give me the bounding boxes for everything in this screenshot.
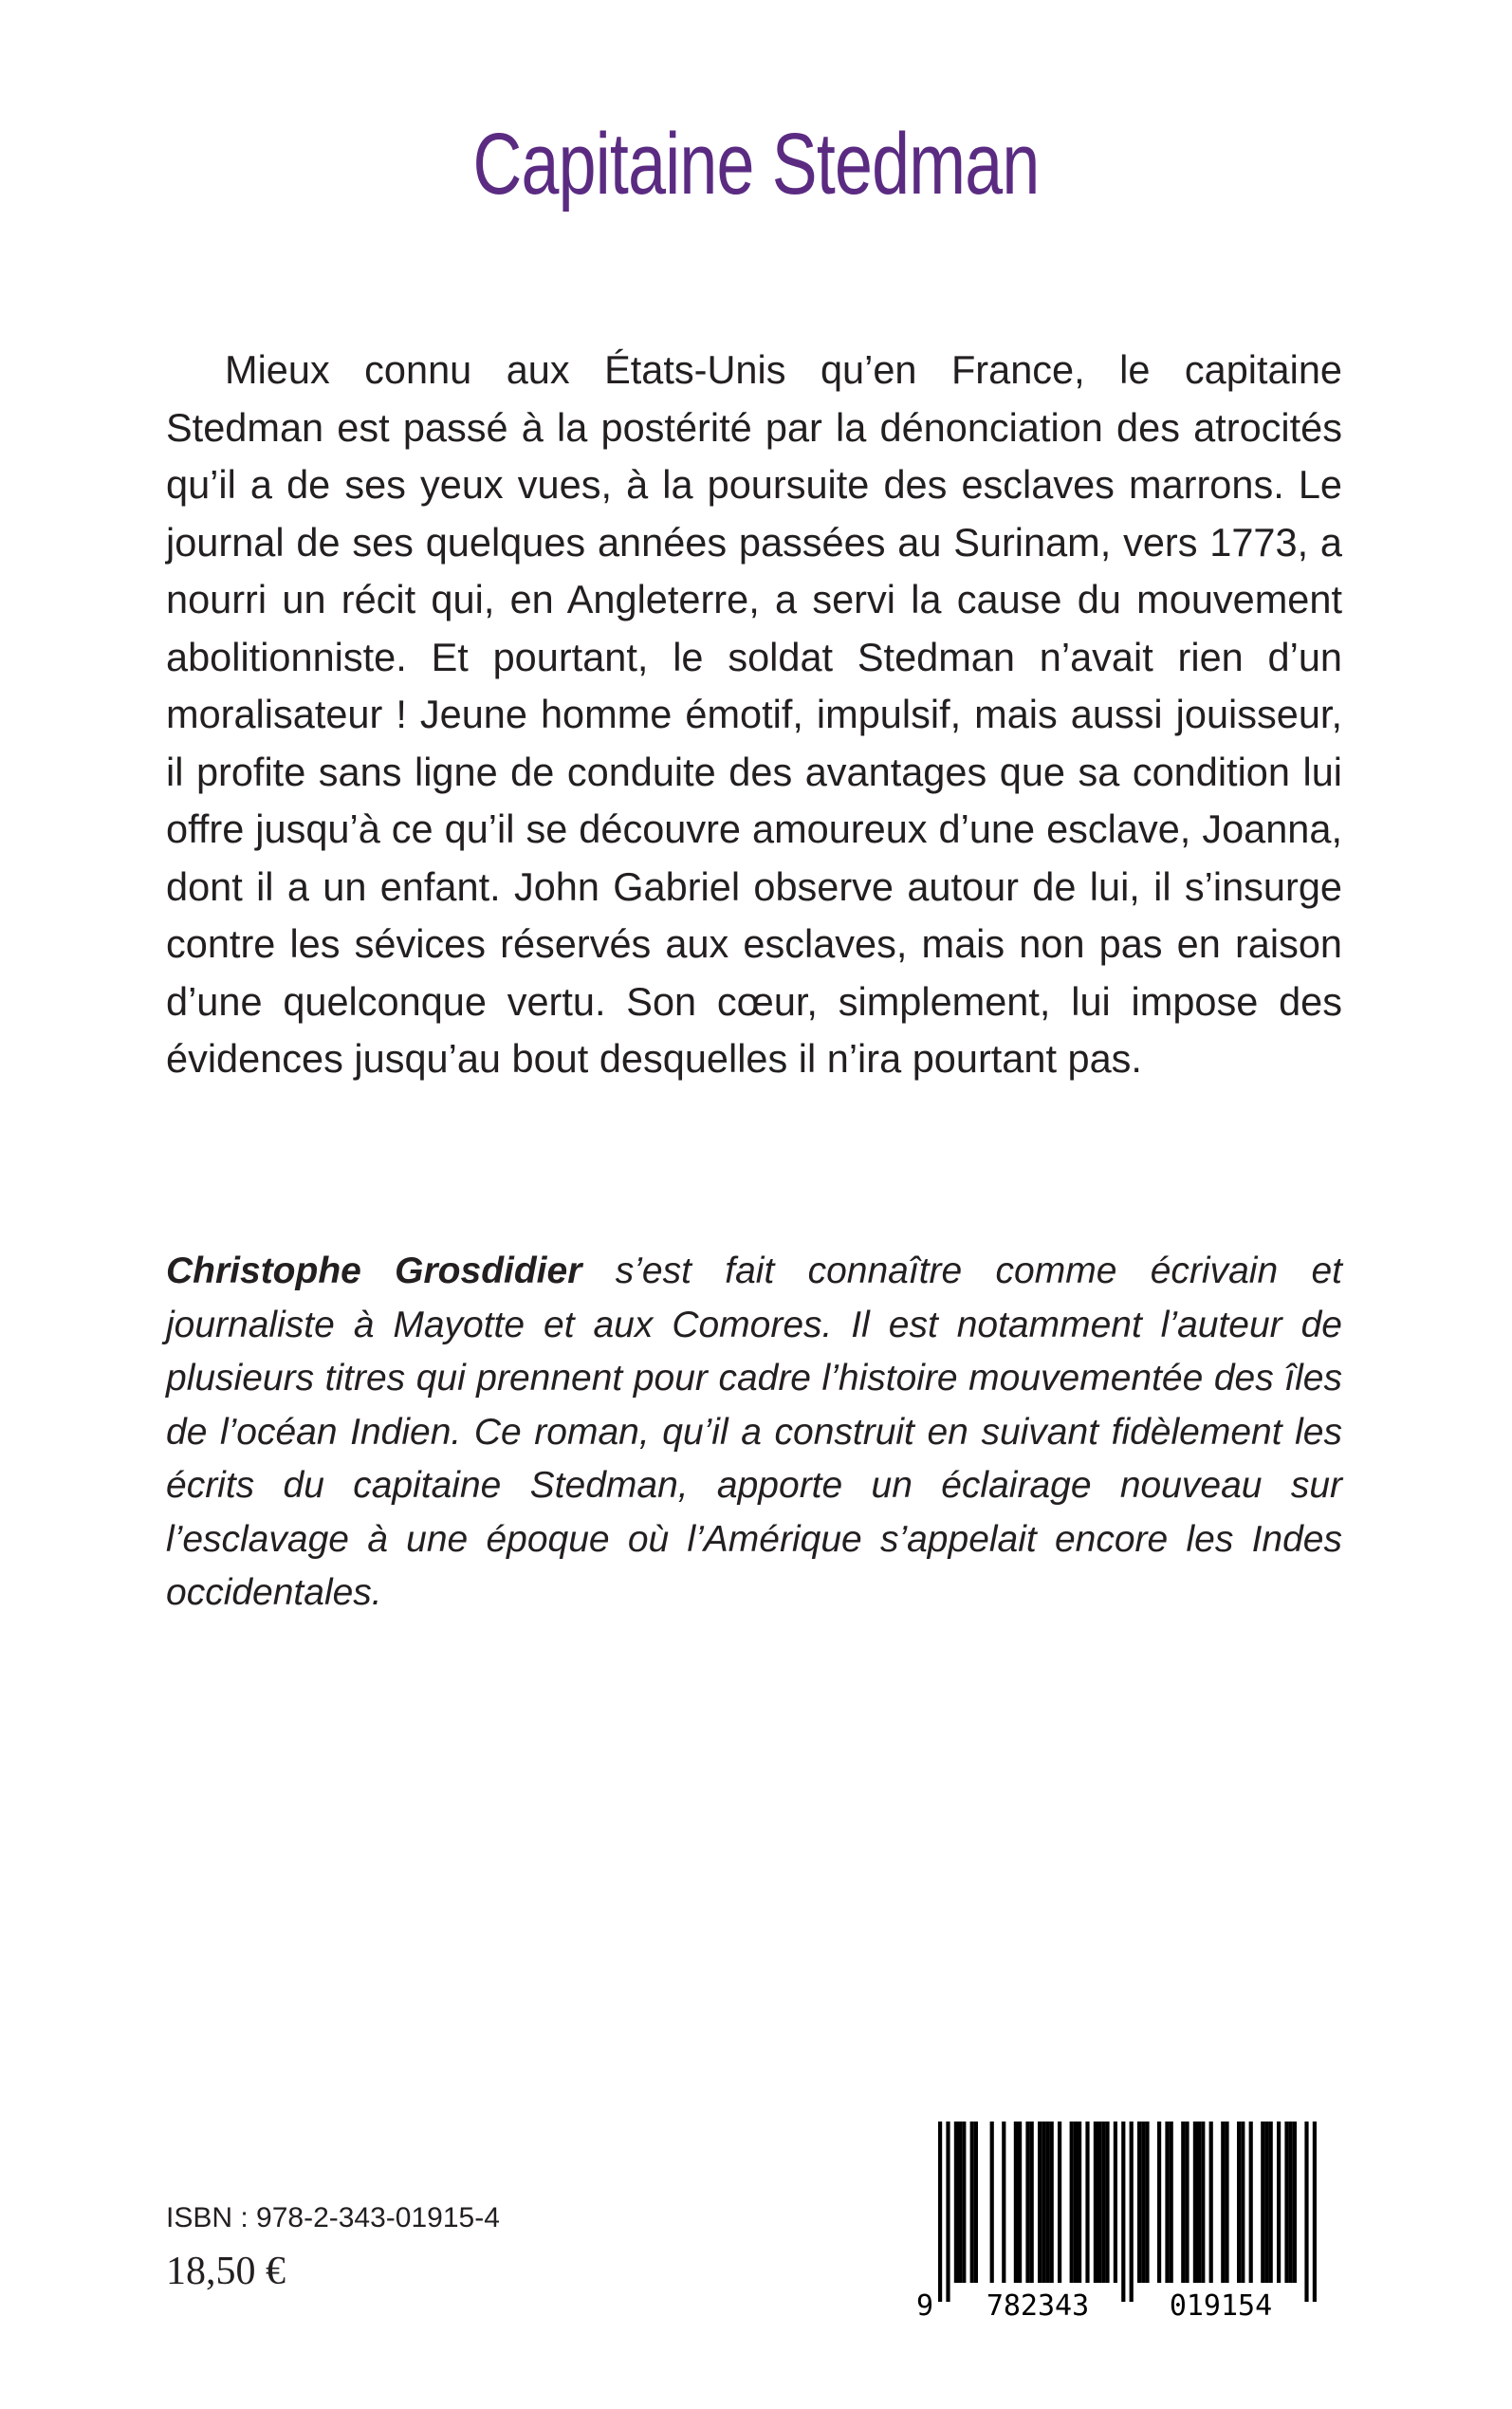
barcode-bar — [1050, 2122, 1054, 2283]
barcode-bar — [1145, 2122, 1149, 2283]
barcode-bar — [938, 2122, 942, 2302]
author-name: Christophe Grosdidier — [166, 1251, 582, 1291]
barcode-bar — [1074, 2122, 1078, 2283]
barcode-bar — [1197, 2122, 1201, 2283]
barcode-bar — [1293, 2122, 1297, 2283]
barcode-bar — [1277, 2122, 1281, 2283]
barcode-bar — [1284, 2122, 1288, 2283]
barcode-bar — [1201, 2122, 1205, 2283]
barcode-bar — [1209, 2122, 1213, 2283]
barcode-bar — [1130, 2122, 1134, 2302]
barcode-bar — [1237, 2122, 1241, 2283]
barcode-bar — [990, 2122, 994, 2283]
barcode-bar — [1269, 2122, 1273, 2283]
book-title: Capitaine Stedman — [472, 116, 1040, 213]
barcode-bar — [1137, 2122, 1141, 2283]
barcode-bar — [958, 2122, 962, 2283]
barcode-bar — [1070, 2122, 1074, 2283]
barcode-bar — [1078, 2122, 1081, 2283]
barcode-bar — [1097, 2122, 1101, 2283]
barcode-bar — [1105, 2122, 1109, 2283]
barcode-bar — [1221, 2122, 1225, 2283]
isbn-label: ISBN : 978-2-343-01915-4 — [166, 2202, 500, 2233]
barcode-bar — [1181, 2122, 1185, 2283]
author-bio-paragraph — [166, 1245, 1342, 1621]
barcode-bar — [946, 2122, 950, 2302]
barcode-bar — [1313, 2122, 1317, 2302]
barcode-bar — [1085, 2122, 1089, 2283]
barcode-bar — [1014, 2122, 1018, 2283]
barcode-bar — [1002, 2122, 1005, 2283]
barcode-bar — [1030, 2122, 1034, 2283]
barcode-bar — [974, 2122, 978, 2283]
barcode-bar — [1058, 2122, 1061, 2283]
barcode-bar — [1025, 2122, 1029, 2283]
barcode-bar — [1241, 2122, 1245, 2283]
barcode-bar — [1185, 2122, 1189, 2283]
barcode-bar — [1101, 2122, 1105, 2283]
synopsis-paragraph: Mieux connu aux États-Unis qu’en France, le capitaine Stedman est passé à la postérité par la dénonciation des atrocités qu’il a de ses yeux vues, à la poursuite des esclaves marrons. Le journal de ses quelques années passées au Surinam, vers 1773, a nourri un récit qui, en Angleterre, a servi la cause du mouvement abolitionniste. Et pourtant, le soldat Stedman n’avait rien d’un moralisateur ! Jeune homme émotif, impulsif, mais aussi jouisseur, il profite sans ligne de conduite des avantages que sa condition lui offre jusqu’à ce qu’il se découvre amoureux d’une esclave, Joanna, dont il a un enfant. John Gabriel observe autour de lui, il s’insurge contre les sévices réservés aux esclaves, mais non pas en raison d’une quelconque vertu. Son cœur, simplement, lui impose des évidences jusqu’au bout desquelles il n’ira pourtant pas. — [166, 347, 1342, 1081]
barcode-bar — [1114, 2122, 1117, 2283]
barcode-bar — [1289, 2122, 1293, 2283]
author-bio-text: s’est fait connaître comme écrivain et journaliste à Mayotte et aux Comores. Il est notamment l’auteur de plusieurs titres qui prennent pour cadre l’histoire mouvementée des îles de l’océan Indien. Ce roman, qu’il a construit en suivant fidèlement les écrits du capitaine Stedman, apporte un éclairage nouveau sur l’esclavage à une époque où l’Amérique s’appelait encore les Indes occidentales. — [166, 1251, 1342, 1613]
barcode-bar — [1261, 2122, 1264, 2283]
barcode-bar — [962, 2122, 966, 2283]
barcode-bar — [1157, 2122, 1161, 2283]
barcode-bar — [1304, 2122, 1308, 2302]
barcode-bar — [1121, 2122, 1125, 2302]
barcode-bar — [1225, 2122, 1228, 2283]
barcode-digits-left: 782343 — [986, 2289, 1090, 2321]
barcode-bar — [1045, 2122, 1049, 2283]
barcode-bar — [1193, 2122, 1197, 2283]
barcode-digit-first: 9 — [916, 2289, 934, 2321]
barcode-digits-right: 019154 — [1169, 2289, 1273, 2321]
barcode-bar — [1094, 2122, 1097, 2283]
barcode-bar — [1165, 2122, 1169, 2283]
barcode-bar — [1038, 2122, 1042, 2283]
barcode — [908, 2122, 1346, 2321]
barcode-bar — [970, 2122, 974, 2283]
barcode-bar — [1264, 2122, 1268, 2283]
barcode-bar — [1141, 2122, 1145, 2283]
barcode-bar — [1249, 2122, 1253, 2283]
barcode-bar — [1042, 2122, 1045, 2283]
barcode-bar — [1018, 2122, 1022, 2283]
barcode-bar — [954, 2122, 958, 2283]
barcode-bar — [1170, 2122, 1173, 2283]
price-label: 18,50 € — [166, 2250, 286, 2293]
